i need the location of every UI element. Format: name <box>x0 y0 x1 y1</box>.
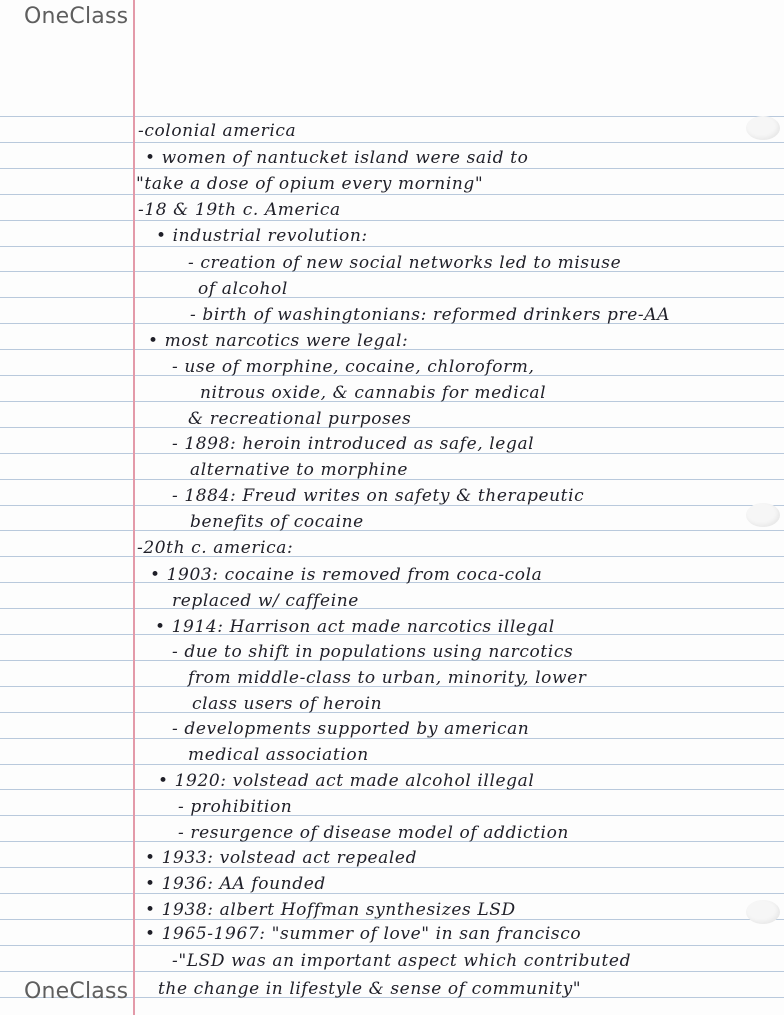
note-line: - creation of new social networks led to misuse <box>188 253 622 273</box>
note-line: medical association <box>188 745 369 765</box>
brand-name: OneClass <box>24 979 129 1004</box>
ruled-line <box>0 220 784 221</box>
margin-line <box>133 0 135 1015</box>
note-line: class users of heroin <box>192 694 383 714</box>
note-line: - use of morphine, cocaine, chloroform, <box>172 357 535 377</box>
note-line: • industrial revolution: <box>156 226 368 246</box>
note-line: replaced w/ caffeine <box>172 591 359 611</box>
ruled-line <box>0 168 784 169</box>
note-line: - 1884: Freud writes on safety & therapeutic <box>172 486 585 506</box>
punch-hole-bottom <box>746 900 780 924</box>
note-line: • most narcotics were legal: <box>148 331 409 351</box>
note-line: • 1920: volstead act made alcohol illegal <box>158 771 535 791</box>
note-line: -18 & 19th c. America <box>138 200 341 220</box>
note-line: alternative to morphine <box>190 460 409 480</box>
ruled-line <box>0 142 784 143</box>
ruled-line <box>0 712 784 713</box>
ruled-line <box>0 945 784 946</box>
ruled-line <box>0 297 784 298</box>
ruled-line <box>0 530 784 531</box>
note-line: • 1965-1967: "summer of love" in san francisco <box>145 924 582 944</box>
brand-name: OneClass <box>24 4 129 29</box>
note-line: - due to shift in populations using narcotics <box>172 642 574 662</box>
ruled-line <box>0 815 784 816</box>
oneclass-logo-bottom <box>24 979 128 1004</box>
punch-hole-middle <box>746 503 780 527</box>
note-line: - 1898: heroin introduced as safe, legal <box>172 434 535 454</box>
ruled-line <box>0 764 784 765</box>
ruled-line <box>0 608 784 609</box>
note-line: • women of nantucket island were said to <box>145 148 529 168</box>
note-line: benefits of cocaine <box>190 512 364 532</box>
ruled-line <box>0 971 784 972</box>
note-line: -20th c. america: <box>137 538 294 558</box>
note-line: • 1914: Harrison act made narcotics illegal <box>155 617 555 637</box>
note-line: -colonial america <box>138 121 297 141</box>
note-line: -"LSD was an important aspect which contributed <box>172 951 632 971</box>
oneclass-logo-top <box>24 4 128 29</box>
note-line: - prohibition <box>178 797 293 817</box>
note-line: • 1936: AA founded <box>145 874 326 894</box>
note-line: of alcohol <box>198 279 288 299</box>
note-line: - developments supported by american <box>172 719 530 739</box>
ruled-line <box>0 116 784 117</box>
note-line: - resurgence of disease model of addiction <box>178 823 569 843</box>
punch-hole-top <box>746 116 780 140</box>
note-line: from middle-class to urban, minority, lower <box>188 668 587 688</box>
note-line: nitrous oxide, & cannabis for medical <box>200 383 547 403</box>
note-line: - birth of washingtonians: reformed drinkers pre-AA <box>190 305 671 325</box>
note-line: & recreational purposes <box>188 409 412 429</box>
ruled-line <box>0 556 784 557</box>
note-line: the change in lifestyle & sense of community" <box>158 979 582 999</box>
note-line: • 1933: volstead act repealed <box>145 848 418 868</box>
ruled-line <box>0 246 784 247</box>
note-line: • 1903: cocaine is removed from coca-cola <box>150 565 543 585</box>
ruled-line <box>0 893 784 894</box>
note-line: "take a dose of opium every morning" <box>136 174 484 194</box>
ruled-line <box>0 194 784 195</box>
note-line: • 1938: albert Hoffman synthesizes LSD <box>145 900 516 920</box>
